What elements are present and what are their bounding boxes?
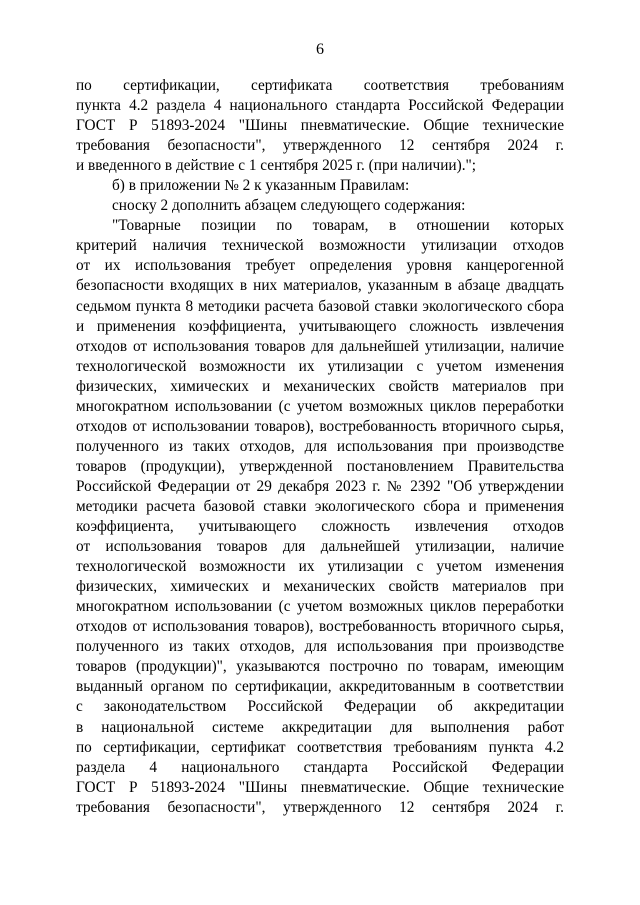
text-line: безопасности входящих в них материалов, указанным в абзаце двадцать <box>76 277 564 295</box>
text-line: коэффициента, учитывающего сложность извлечения отходов <box>76 518 564 536</box>
text-line: седьмом пункта 8 методики расчета базовой ставки экологического сбора <box>76 297 564 315</box>
text-line: многократном использовании (с учетом возможных циклов переработки <box>76 397 564 415</box>
text-line: и введенного в действие с 1 сентября 2025 г. (при наличии)."; <box>76 157 477 175</box>
text-line: и применения коэффициента, учитывающего сложность извлечения <box>76 317 564 335</box>
text-line: Российской Федерации от 29 декабря 2023 г. № 2392 "Об утверждении <box>76 477 564 495</box>
document-body <box>76 76 564 818</box>
text-line: многократном использовании (с учетом возможных циклов переработки <box>76 598 564 616</box>
text-line: от использования товаров для дальнейшей утилизации, наличие <box>76 538 564 556</box>
text-line: "Товарные позиции по товарам, в отношении которых <box>112 217 564 235</box>
text-line: раздела 4 национального стандарта Российской Федерации <box>76 758 564 776</box>
text-line: методики расчета базовой ставки экологического сбора и применения <box>76 497 564 515</box>
text-line: сноску 2 дополнить абзацем следующего содержания: <box>112 197 466 215</box>
text-line: полученного из таких отходов, для использования при производстве <box>76 638 564 656</box>
text-line: товаров (продукции), утвержденной постановлением Правительства <box>76 457 564 475</box>
text-line: полученного из таких отходов, для использования при производстве <box>76 437 564 455</box>
text-line: от их использования требует определения уровня канцерогенной <box>76 257 564 275</box>
text-line: в национальной системе аккредитации для выполнения работ <box>76 718 564 736</box>
text-line: технологической возможности их утилизации с учетом изменения <box>76 558 564 576</box>
page-number: 6 <box>316 41 324 58</box>
text-line: пункта 4.2 раздела 4 национального стандарта Российской Федерации <box>76 97 564 115</box>
text-line: отходов от использовании товаров), востребованность вторичного сырья, <box>76 417 564 435</box>
text-line: технологической возможности их утилизации с учетом изменения <box>76 357 564 375</box>
text-line: отходов от использования товаров), востребованность вторичного сырья, <box>76 618 564 636</box>
text-line: требования безопасности", утвержденного 12 сентября 2024 г. <box>76 137 564 155</box>
text-line: выданный органом по сертификации, аккредитованным в соответствии <box>76 678 564 696</box>
text-line: требования безопасности", утвержденного 12 сентября 2024 г. <box>76 798 564 816</box>
text-line: товаров (продукции)", указываются построчно по товарам, имеющим <box>76 658 564 676</box>
text-line: физических, химических и механических свойств материалов при <box>76 578 564 596</box>
text-line: по сертификации, сертификата соответствия требованиям <box>76 77 564 94</box>
text-line: отходов от использования товаров для дальнейшей утилизации, наличие <box>76 337 564 355</box>
text-line: с законодательством Российской Федерации об аккредитации <box>76 698 564 716</box>
text-line: критерий наличия технической возможности утилизации отходов <box>76 237 564 255</box>
text-line: по сертификации, сертификат соответствия требованиям пункта 4.2 <box>76 738 564 756</box>
text-line: ГОСТ Р 51893-2024 "Шины пневматические. Общие технические <box>76 778 564 796</box>
text-line: физических, химических и механических свойств материалов при <box>76 377 564 395</box>
text-line: ГОСТ Р 51893-2024 "Шины пневматические. Общие технические <box>76 117 564 135</box>
text-line: б) в приложении № 2 к указанным Правилам: <box>112 177 410 195</box>
